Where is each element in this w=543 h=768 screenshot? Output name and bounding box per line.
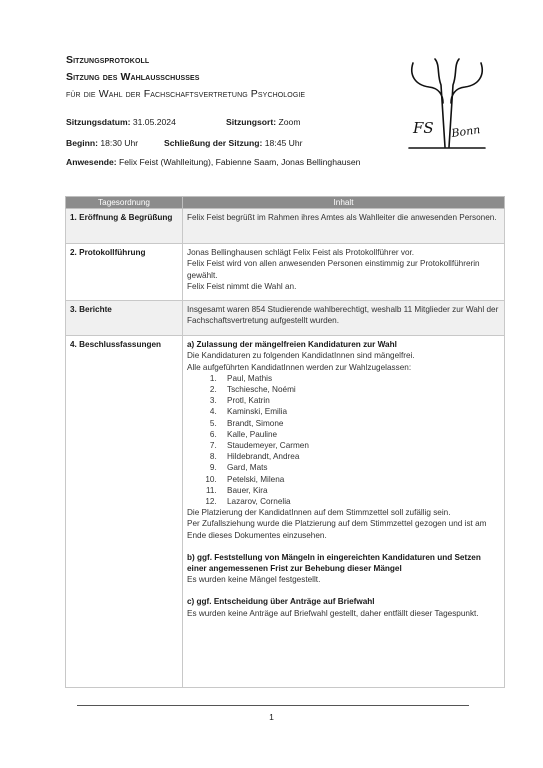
title-line-2: Sitzung des Wahlausschusses (66, 71, 200, 83)
agenda-cell: 3. Berichte (66, 301, 183, 336)
session-place (226, 117, 300, 128)
content-cell (183, 301, 505, 336)
list-item: 1. Paul, Mathis (219, 373, 500, 384)
fs-bonn-logo (407, 55, 487, 153)
content-line: Alle aufgeführten KandidatInnen werden zur Wahlzugelassen: (187, 362, 412, 372)
content-line: Die Kandidaturen zu folgenden KandidatInnen sind mängelfrei. (187, 351, 415, 361)
content-line: Insgesamt waren 854 Studierende wahlberechtigt, weshalb 11 Mitglieder zur Wahl der Fachschaftsvertretung aufgestellt wurden. (187, 305, 499, 326)
content-line: Jonas Bellinghausen schlägt Felix Feist als Protokollführer vor. (187, 248, 415, 258)
title-block (66, 52, 305, 103)
title-line-1: Sitzungsprotokoll (66, 54, 150, 66)
session-date-value: 31.05.2024 (132, 117, 176, 127)
session-end-value: 18:45 Uhr (264, 138, 303, 148)
candidate-list (187, 373, 500, 507)
title-line-3: für die Wahl der Fachschaftsvertretung Psychologie (66, 88, 306, 100)
protocol-table (65, 196, 505, 688)
attendees-value: Felix Feist (Wahlleitung), Fabienne Saam, Jonas Bellinghausen (119, 157, 361, 167)
list-item: 7. Staudemeyer, Carmen (219, 440, 500, 451)
column-header-agenda: Tagesordnung (66, 197, 183, 209)
session-date (66, 117, 176, 128)
column-header-content: Inhalt (183, 197, 505, 209)
content-cell (183, 244, 505, 301)
list-item: 11. Bauer, Kira (219, 485, 500, 496)
content-line: Felix Feist wird von allen anwesenden Personen einstimmig zur Protokollführerin gewählt. (187, 259, 480, 280)
list-item: 6. Kalle, Pauline (219, 429, 500, 440)
session-start-value: 18:30 Uhr (100, 138, 139, 148)
list-item: 5. Brandt, Simone (219, 418, 500, 429)
table-row (66, 336, 505, 688)
footer-divider (77, 705, 469, 706)
session-start-label: Beginn: (66, 138, 98, 148)
content-line: Die Platzierung der KandidatInnen auf dem Stimmzettel soll zufällig sein. (187, 508, 451, 518)
content-cell (183, 209, 505, 244)
table-row (66, 301, 505, 336)
table-row (66, 209, 505, 244)
list-item: 8. Hildebrandt, Andrea (219, 451, 500, 462)
session-place-label: Sitzungsort: (226, 117, 277, 127)
logo-left-text: FS (413, 119, 434, 137)
list-item: 10. Petelski, Milena (219, 474, 500, 485)
attendees (66, 157, 360, 168)
session-place-value: Zoom (278, 117, 301, 127)
item-b-title: b) ggf. Feststellung von Mängeln in eingereichten Kandidaturen und Setzen einer angemessenen Frist zur Behebung dieser Mängel (187, 552, 481, 574)
session-end (164, 138, 303, 149)
table-row (66, 244, 505, 301)
list-item: 4. Kaminski, Emilia (219, 406, 500, 417)
session-end-label: Schließung der Sitzung: (164, 138, 263, 148)
list-item: 2. Tschiesche, Noémi (219, 384, 500, 395)
session-start (66, 138, 138, 149)
list-item: 9. Gard, Mats (219, 462, 500, 473)
list-item: 3. Protl, Katrin (219, 395, 500, 406)
agenda-cell: 1. Eröffnung & Begrüßung (66, 209, 183, 244)
logo-right-text: Bonn (450, 123, 482, 140)
content-line: Felix Feist nimmt die Wahl an. (187, 281, 297, 291)
attendees-label: Anwesende: (66, 157, 117, 167)
item-c-title: c) ggf. Entscheidung über Anträge auf Briefwahl (187, 597, 375, 607)
session-date-label: Sitzungsdatum: (66, 117, 131, 127)
page-number: 1 (269, 712, 274, 722)
agenda-cell: 4. Beschlussfassungen (66, 336, 183, 688)
content-line: Es wurden keine Anträge auf Briefwahl gestellt, daher entfällt dieser Tagespunkt. (187, 608, 479, 618)
content-line: Es wurden keine Mängel festgestellt. (187, 575, 321, 585)
list-item: 12. Lazarov, Cornelia (219, 496, 500, 507)
content-line: Felix Feist begrüßt im Rahmen ihres Amtes als Wahlleiter die anwesenden Personen. (187, 213, 497, 223)
item-a-title: a) Zulassung der mängelfreien Kandidaturen zur Wahl (187, 340, 397, 350)
agenda-cell: 2. Protokollführung (66, 244, 183, 301)
content-line: Per Zufallsziehung wurde die Platzierung auf dem Stimmzettel gezogen und ist am Ende dieses Dokumentes einzusehen. (187, 519, 487, 540)
content-cell (183, 336, 505, 688)
